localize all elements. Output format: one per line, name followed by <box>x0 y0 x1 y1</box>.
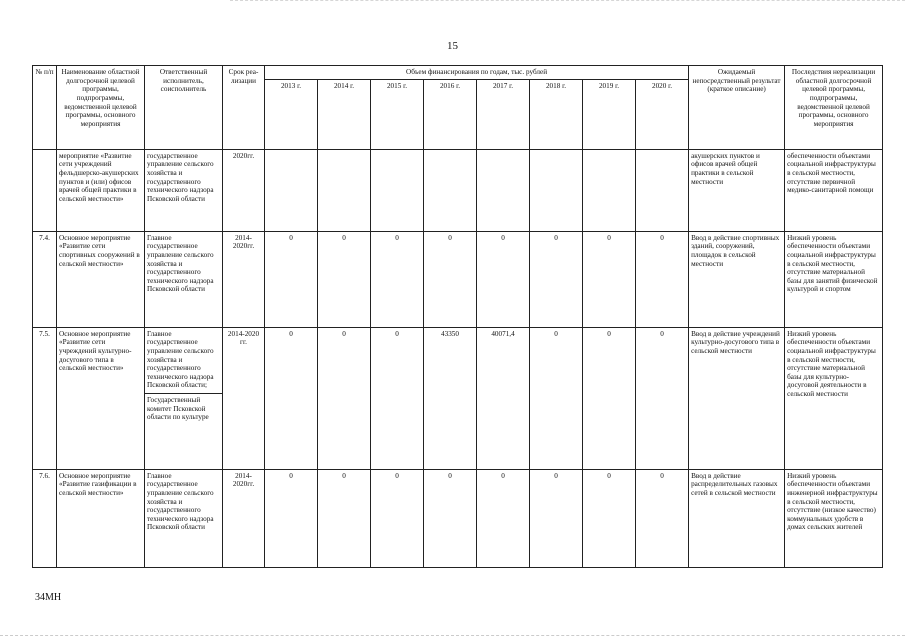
header-row-1 <box>33 66 883 80</box>
row-executor <box>145 327 223 469</box>
header-expected: Ожидаемый непосредственный результат (краткое описание) <box>689 66 785 150</box>
scan-artifact-bottom <box>0 632 905 636</box>
row-term: 2014-2020гг. <box>223 231 265 327</box>
footer-code: 34МН <box>35 592 62 603</box>
row-consequences: Низкий уровень обеспеченности объектами социальной инфраструктуры в сельской местности, отсутствие материальной базы для культурно-досуговой деятельности в сельской местности <box>785 327 883 469</box>
scan-artifact-top <box>230 0 905 7</box>
row-term: 2014-2020 гг. <box>223 327 265 469</box>
header-year: 2013 г. <box>265 79 318 149</box>
row-consequences: Низкий уровень обеспеченности объектами инженерной инфраструктуры в сельской местности, отсутствие (низкое качество) коммунальных удобств в домах сельских жителей <box>785 469 883 567</box>
row-value: 0 <box>583 231 636 327</box>
row-num: 7.6. <box>33 469 57 567</box>
header-name: Наименование областной долгосрочной целевой программы, подпрограммы, ведомственной целевой программы, основного мероприятия <box>57 66 145 150</box>
row-expected: Ввод в действие учреждений культурно-досугового типа в сельской местности <box>689 327 785 469</box>
header-year: 2019 г. <box>583 79 636 149</box>
row-value: 0 <box>530 327 583 469</box>
table-row <box>33 327 883 469</box>
row-value: 0 <box>371 469 424 567</box>
row-expected: акушерских пунктов и офисов врачей общей практики в сельской местности <box>689 149 785 231</box>
row-value: 0 <box>477 231 530 327</box>
row-name: Основное мероприятие «Развитие сети учреждений культурно-досугового типа в сельской местности» <box>57 327 145 469</box>
row-value: 0 <box>424 469 477 567</box>
row-value: 0 <box>636 469 689 567</box>
row-value <box>318 149 371 231</box>
header-year: 2014 г. <box>318 79 371 149</box>
row-value: 0 <box>477 469 530 567</box>
row-value: 0 <box>318 231 371 327</box>
header-year: 2020 г. <box>636 79 689 149</box>
header-year: 2016 г. <box>424 79 477 149</box>
header-num: № п/п <box>33 66 57 150</box>
row-value <box>583 149 636 231</box>
row-executor-primary: Главное государственное управление сельского хозяйства и государственного технического надзора Псковской области; <box>147 329 214 390</box>
row-value: 0 <box>371 231 424 327</box>
row-value: 0 <box>265 469 318 567</box>
row-executor-secondary: Государственный комитет Псковской области по культуре <box>145 393 222 422</box>
row-value: 0 <box>636 327 689 469</box>
row-value <box>636 149 689 231</box>
row-value <box>530 149 583 231</box>
row-name: Основное мероприятие «Развитие газификации в сельской местности» <box>57 469 145 567</box>
table-row <box>33 149 883 231</box>
header-year: 2015 г. <box>371 79 424 149</box>
header-executor: Ответственный исполнитель, соисполнитель <box>145 66 223 150</box>
row-value: 0 <box>265 327 318 469</box>
row-value: 0 <box>583 327 636 469</box>
header-year: 2018 г. <box>530 79 583 149</box>
row-value: 0 <box>318 327 371 469</box>
row-name: мероприятие «Развитие сети учреждений фельдшерско-акушерских пунктов и (или) офисов врачей общей практики в сельской местности» <box>57 149 145 231</box>
row-value: 0 <box>424 231 477 327</box>
row-term: 2020гг. <box>223 149 265 231</box>
row-num <box>33 149 57 231</box>
row-expected: Ввод в действие распределительных газовых сетей в сельской местности <box>689 469 785 567</box>
row-value: 0 <box>530 231 583 327</box>
row-value <box>265 149 318 231</box>
row-name: Основное мероприятие «Развитие сети спортивных сооружений в сельской местности» <box>57 231 145 327</box>
table-row <box>33 469 883 567</box>
table-row <box>33 231 883 327</box>
row-executor: Главное государственное управление сельского хозяйства и государственного технического надзора Псковской области <box>145 231 223 327</box>
row-value <box>371 149 424 231</box>
row-value: 0 <box>265 231 318 327</box>
row-value: 0 <box>636 231 689 327</box>
row-value: 0 <box>583 469 636 567</box>
header-financing: Объем финансирования по годам, тыс. рублей <box>265 66 689 80</box>
row-value: 43350 <box>424 327 477 469</box>
row-num: 7.4. <box>33 231 57 327</box>
header-consequences: Последствия нереализации областной долгосрочной целевой программы, подпрограммы, ведомственной целевой программы, основного мероприятия <box>785 66 883 150</box>
row-num: 7.5. <box>33 327 57 469</box>
financing-table <box>32 65 883 568</box>
page-number: 15 <box>447 40 458 52</box>
row-value: 40071,4 <box>477 327 530 469</box>
row-value <box>424 149 477 231</box>
row-value: 0 <box>318 469 371 567</box>
row-consequences: обеспеченности объектами социальной инфраструктуры в сельской местности, отсутствие первичной медико-санитарной помощи <box>785 149 883 231</box>
row-term: 2014-2020гг. <box>223 469 265 567</box>
row-value: 0 <box>371 327 424 469</box>
header-year: 2017 г. <box>477 79 530 149</box>
row-executor: государственное управление сельского хозяйства и государственного технического надзора Псковской области <box>145 149 223 231</box>
header-term: Срок реа-лизации <box>223 66 265 150</box>
row-value <box>477 149 530 231</box>
row-executor: Главное государственное управление сельского хозяйства и государственного технического надзора Псковской области <box>145 469 223 567</box>
row-value: 0 <box>530 469 583 567</box>
row-expected: Ввод в действие спортивных зданий, сооружений, площадок в сельской местности <box>689 231 785 327</box>
row-consequences: Низкий уровень обеспеченности объектами социальной инфраструктуры в сельской местности, отсутствие материальной базы для занятий физической культурой и спортом <box>785 231 883 327</box>
